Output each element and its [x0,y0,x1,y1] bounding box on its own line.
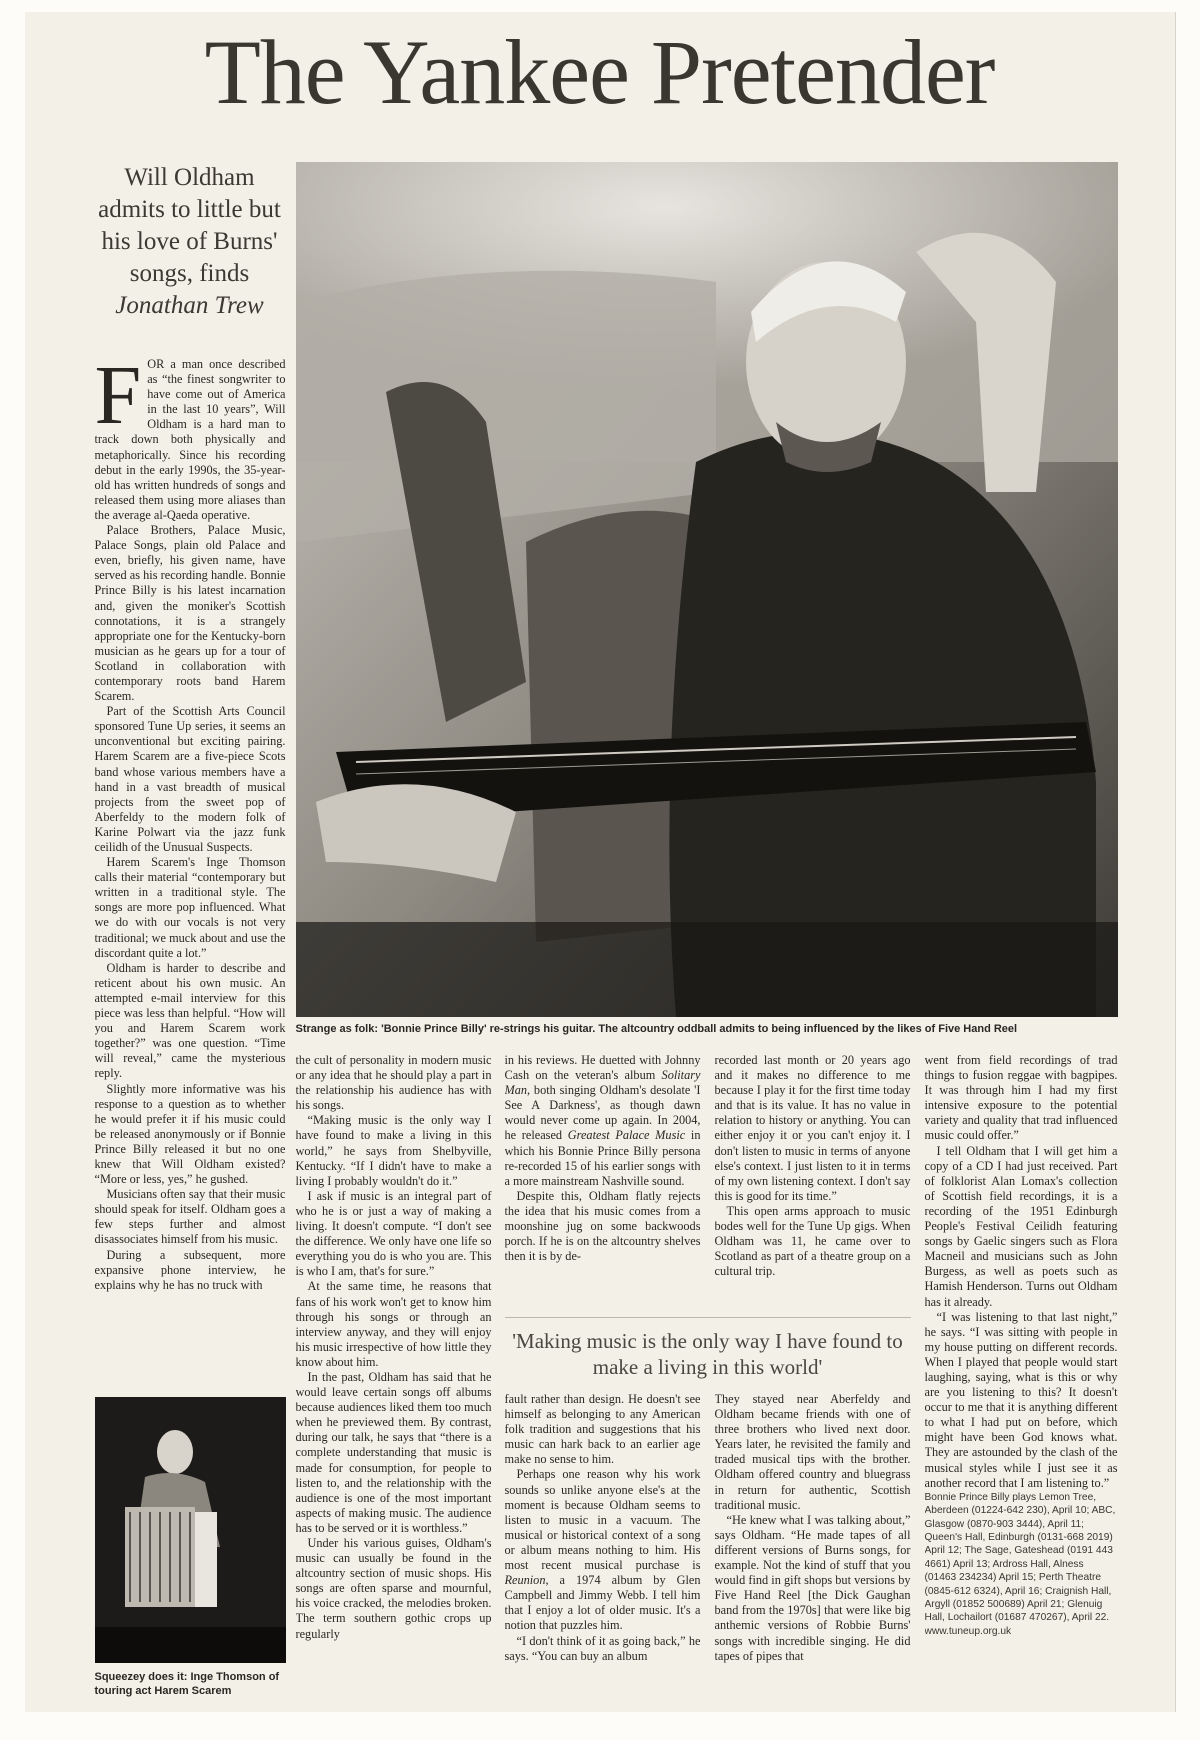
headline: The Yankee Pretender [204,21,995,123]
inset-caption: Squeezey does it: Inge Thomson of touring act Harem Scarem [94,1671,280,1697]
text-run: Perhaps one reason why his work sounds so unlike anyone else's at the moment is because Oldham seems to listen to music in a vacuum. The musical or historical context of a song or album means nothing to him. His most recent musical purchase is [504,1467,701,1573]
paragraph [95,357,286,523]
newspaper-page [25,12,1176,1712]
paragraph: Oldham is harder to describe and reticent about his own music. An attempted e-mail interview for this piece was less than helpful. “How will you and Harem Scarem work together?” was one question. “Time will reveal,” came the mysterious reply. [94,960,286,1081]
paragraph: They stayed near Aberfeldy and Oldham became friends with one of three brothers who lived next door. Years later, he revisited the family and traded musical tips with the brother. Oldham offered country and bluegrass in return for authentic, Scottish traditional music. [714,1392,911,1512]
pull-quote: 'Making music is the only way I have found to make a living in this world' [505,1317,911,1380]
paragraph: At the same time, he reasons that fans of his work won't get to know him through his songs or through an interview anyway, and they will enjoy his music irrespective of how little they know about him. [295,1279,492,1369]
column-3-lower [505,1392,701,1683]
standfirst [95,162,285,322]
paragraph: “He knew what I was talking about,” says Oldham. “He made tapes of all different versions of Burns songs, for example. Not the kind of stuff that you would find in gift shops but versions by Five Hand Reel [the Dick Gaughan band from the 1970s] that were like big anthemic versions of Robbie Burns' songs with incredible singing. He did tapes of pipes that [714,1512,911,1663]
album-title: Greatest Palace Music [567,1128,686,1143]
inset-photo [95,1397,286,1663]
main-photo-image [296,162,1118,1017]
paragraph: I ask if music is an integral part of who he is or just a way of making a living. It doesn't compute. “I don't see the difference. We only have one life so everything you do is who you are. This is who I am, that's for sure.” [295,1188,492,1279]
paragraph [505,1467,701,1633]
album-title: Solitary Man [504,1068,701,1098]
paragraph: Despite this, Oldham flatly rejects the idea that his music comes from a moonshine jug on some backwoods porch. If he is on the altcountry shelves then it is by de- [504,1188,701,1264]
main-photo [296,162,1118,1017]
paragraph: I tell Oldham that I will get him a copy of a CD I had just received. Part of folklorist Alan Lomax's collection of Scottish field recordings, it is a recording of the 1951 Edinburgh People's Festival Ceilidh featuring songs by Gaelic singers such as Flora Macneil and musicians such as John Burgess, as well as poets such as Hamish Henderson. Turns out Oldham has it already. [924,1143,1118,1309]
standfirst-text: Will Oldham admits to little but his love of Burns' songs, finds [98,164,281,287]
text-run: , a 1974 album by Glen Campbell and Jimmy Webb. I tell him that I enjoy a lot of older music. It's a notion that puzzles him. [504,1573,701,1633]
text-run: in which his Bonnie Prince Billy persona re-recorded 15 of his earlier songs with a more mainstream Nashville sound. [504,1128,701,1188]
paragraph: recorded last month or 20 years ago and it makes no difference to me because I play it for the first time today and that is its value. It has no value in relation to history or anything. You can either enjoy it or you can't enjoy it. I don't listen to music in terms of anyone else's context. I just listen to it in terms of my own listening context. I don't say this is good for its time.” [714,1053,911,1203]
paragraph: During a subsequent, more expansive phone interview, he explains why he has no truck with [94,1247,286,1292]
paragraph: Part of the Scottish Arts Council sponsored Tune Up series, it seems an unconventional but exciting pairing. Harem Scarem are a five-piece Scots band whose various members have a hand in a vast breadth of musical projects from the sweet pop of Aberfeldy to the modern folk of Karine Polwart via the jazz funk ceilidh of the Unusual Suspects. [94,704,286,854]
paragraph [505,1053,701,1189]
column-2 [296,1053,492,1683]
paragraph: fault rather than design. He doesn't see himself as belonging to any American folk tradition and suggestions that his music can hark back to an earlier age make no sense to him. [504,1392,701,1467]
column-1 [95,357,286,1385]
text-run: , both singing Oldham's desolate 'I See A Darkness', as though dawn would never come up again. In 2004, he released [504,1083,701,1143]
photo-caption: Strange as folk: 'Bonnie Prince Billy' re-strings his guitar. The altcountry oddball admits to being influenced by the likes of Five Hand Reel [295,1023,1018,1035]
inset-photo-image [95,1397,286,1663]
paragraph: Palace Brothers, Palace Music, Palace Songs, plain old Palace and even, briefly, his given name, have served as his recording handle. Bonnie Prince Billy is his latest incarnation and, given the moniker's Scottish connotations, it is a strangely appropriate one for the Kentucky-born musician as he gears up for a tour of Scotland in collaboration with contemporary roots band Harem Scarem. [94,523,286,704]
byline: Jonathan Trew [115,292,264,319]
paragraph: went from field recordings of trad things to fusion reggae with bagpipes. It was through him I had my first intensive exposure to the potential variety and quality that trad influenced music could offer.” [924,1053,1118,1143]
paragraph: “Making music is the only way I have found to make a living in this world,” he says from Shelbyville, Kentucky. “If I didn't have to make a living I probably wouldn't do it.” [295,1113,492,1188]
paragraph: “I don't think of it as going back,” he says. “You can buy an album [504,1633,701,1663]
paragraph: Harem Scarem's Inge Thomson calls their material “contemporary but written in a traditional style. The songs are more pop influenced. What we do with our vocals is not very traditional; we muck about and use the discordant quite a lot.” [94,855,286,960]
paragraph: In the past, Oldham has said that he would leave certain songs off albums because audiences liked them too much when he previewed them. By contrast, during our talk, he says that “there is a complete understanding that music is made for consumption, for people to listen to, and the relationship with the audience is one of the most important aspects of making music. The audience has to be served or it is worthless.” [295,1369,492,1535]
paragraph: Under his various guises, Oldham's music can usually be found in the altcountry section of music shops. His songs are often sparse and mournful, his voice cracked, the melodies broken. The term southern gothic crops up regularly [295,1536,492,1641]
paragraph: This open arms approach to music bodes well for the Tune Up gigs. When Oldham was 11, he came over to Scotland as part of a theatre group on a cultural trip. [714,1203,911,1279]
paragraph-text: OR a man once described as “the finest songwriter to have come out of America in the last 10 years”, Will Oldham is a hard man to track down both physically and metaphorically. Since his recording debut in the early 1990s, the 35-year-old has written hundreds of songs and released them using more aliases than the average al-Qaeda operative. [94,357,286,522]
album-title: Reunion [504,1573,546,1588]
paragraph: “I was listening to that last night,” he says. “I was sitting with people in my house putting on different records. When I played that people would start laughing, saying, what is this or why are you listening to this? It doesn't occur to me that it is anything different to what I had put on before, which might have been God knows what. They are astounded by the clash of the musical styles while I just see it as another record that I am listening to.” [924,1309,1118,1490]
paragraph: Musicians often say that their music should speak for itself. Oldham goes a few steps further and almost disassociates himself from his music. [94,1187,286,1247]
paragraph: Slightly more informative was his response to a question as to whether he would prefer it if his music could be released anonymously or if Bonnie Prince Billy released it but no one knew that Will Oldham existed? “More or less, yes,” he gushed. [94,1081,286,1187]
column-4-lower [715,1392,911,1683]
drop-cap: F [94,357,142,442]
paragraph: the cult of personality in modern music or any idea that he should play a part in the relationship his audience has with his songs. [295,1053,492,1113]
column-5 [925,1053,1118,1683]
tour-listing: Bonnie Prince Billy plays Lemon Tree, Aberdeen (01224-642 230), April 10; ABC, Glasgow (0870-903 3444), April 11; Queen's Hall, Edinburgh (0131-668 2019) April 12; The Sage, Gateshead (0191 443 4661) April 13; Ardross Hall, Alness (01463 234234) April 15; Perth Theatre (0845-612 6324), April 16; Craignish Hall, Argyll (01852 500689) April 21; Glenuig Hall, Lochailort (01687 470267), April 22. www.tuneup.org.uk [924,1491,1116,1637]
text-run: in his reviews. He duetted with Johnny Cash on the veteran's album [504,1053,701,1083]
